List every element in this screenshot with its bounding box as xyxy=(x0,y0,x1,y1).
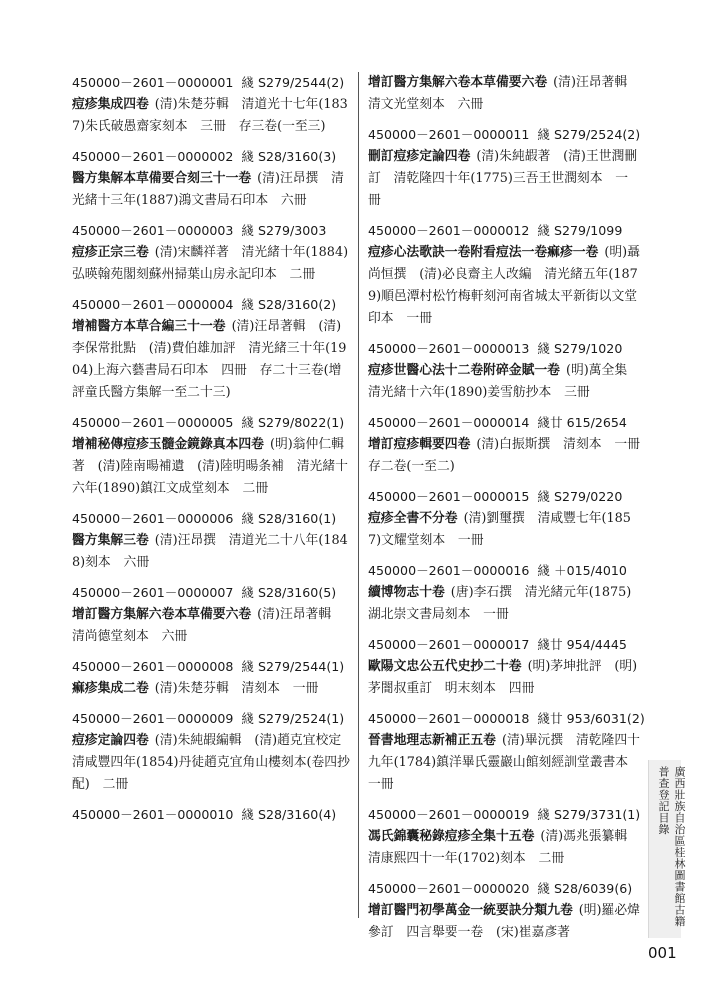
call-number: 綫 S279/2544(1) xyxy=(241,659,345,674)
catalog-record xyxy=(72,508,352,574)
record-title: 增訂醫方集解六卷本草備要六卷 xyxy=(72,607,252,622)
column-divider xyxy=(358,72,359,918)
call-number: 綫 S28/3160(1) xyxy=(241,511,337,526)
record-text: (清)劉璽撰 清咸豐七年(1857)文耀堂刻本 一冊 xyxy=(368,511,631,548)
record-title: 增訂醫方集解六卷本草備要六卷 xyxy=(368,75,548,90)
record-id-line xyxy=(72,412,352,434)
record-id: 450000－2601－0000013 xyxy=(368,341,530,356)
record-id-line xyxy=(368,708,645,730)
record-id: 450000－2601－0000015 xyxy=(368,489,530,504)
record-body xyxy=(368,900,640,944)
catalog-record xyxy=(72,412,352,500)
record-text: (清)朱純嘏編輯 (清)趙克宜校定 清咸豐四年(1854)丹徒趙克宜角山樓刻本(卷四抄配) 二冊 xyxy=(72,733,354,792)
record-text: (明)聶尚恒撰 (清)必良齋主人改編 清光緒五年(1879)順邑潭村松竹梅軒刻河南省城太平新街以文堂印本 一冊 xyxy=(368,245,640,326)
record-title: 痲疹集成二卷 xyxy=(72,681,149,696)
record-title: 歐陽文忠公五代史抄二十卷 xyxy=(368,659,522,674)
record-id: 450000－2601－0000008 xyxy=(72,659,234,674)
record-title: 增訂痘疹輯要四卷 xyxy=(368,437,471,452)
record-id-line xyxy=(368,486,640,508)
record-text: (唐)李石撰 清光緒元年(1875)湖北崇文書局刻本 一冊 xyxy=(368,585,632,622)
sidebar-tab xyxy=(648,760,686,938)
sidebar-title: 廣西壯族自治區桂林圖書館古籍普查登記目錄 xyxy=(657,766,686,927)
call-number: 綫 S279/3731(1) xyxy=(537,807,641,822)
record-body xyxy=(72,604,352,648)
record-body xyxy=(72,530,352,574)
record-title: 晉書地理志新補正五卷 xyxy=(368,733,496,748)
catalog-record xyxy=(72,582,352,648)
record-text: (清)汪昂著輯 清文光堂刻本 六冊 xyxy=(368,75,640,112)
record-title: 痘疹全書不分卷 xyxy=(368,511,458,526)
record-text: (明)茅坤批評 (明)茅闇叔重訂 明末刻本 四冊 xyxy=(368,659,638,696)
call-number: 綫 S28/6039(6) xyxy=(537,881,633,896)
record-body xyxy=(368,434,653,478)
record-title: 增補秘傳痘疹玉髓金鏡錄真本四卷 xyxy=(72,437,264,452)
record-text: (清)白振斯撰 清刻本 一冊 存二卷(一至二) xyxy=(368,437,653,474)
catalog-record xyxy=(368,708,645,796)
record-id-line xyxy=(368,804,640,826)
call-number: 綫廿 954/4445 xyxy=(537,637,627,652)
left-column xyxy=(72,72,352,834)
record-title: 增訂醫門初學萬金一統要訣分類九卷 xyxy=(368,903,573,918)
call-number: 綫廿 615/2654 xyxy=(537,415,627,430)
catalog-record xyxy=(368,338,640,404)
catalog-record xyxy=(368,486,640,552)
record-id-line xyxy=(72,708,352,730)
record-text: (明)羅必煒參訂 四言舉要一卷 (宋)崔嘉彥著 xyxy=(368,903,640,940)
record-body xyxy=(72,730,352,796)
record-id-line xyxy=(368,634,640,656)
catalog-record xyxy=(72,146,352,212)
catalog-record xyxy=(368,634,640,700)
record-id: 450000－2601－0000003 xyxy=(72,223,234,238)
record-text: (清)畢沅撰 清乾隆四十九年(1784)鎮洋畢氏靈巖山館刻經訓堂叢書本 一冊 xyxy=(368,733,641,792)
catalog-record xyxy=(72,220,352,286)
record-title: 增補醫方本草合編三十一卷 xyxy=(72,319,226,334)
record-id: 450000－2601－0000006 xyxy=(72,511,234,526)
record-body xyxy=(368,508,640,552)
record-title: 痘疹正宗三卷 xyxy=(72,245,149,260)
record-id: 450000－2601－0000009 xyxy=(72,711,234,726)
record-id-line xyxy=(368,412,640,434)
record-id-line xyxy=(368,124,640,146)
record-body xyxy=(72,678,352,700)
record-id-line xyxy=(72,220,352,242)
record-title: 痘疹定論四卷 xyxy=(72,733,149,748)
record-id-line xyxy=(368,220,640,242)
catalog-record xyxy=(368,124,640,212)
record-body xyxy=(72,434,352,500)
catalog-record xyxy=(72,804,352,826)
page-number: 001 xyxy=(648,944,677,962)
record-body xyxy=(368,656,640,700)
record-id-line xyxy=(368,338,640,360)
record-title: 醫方集解本草備要合刻三十一卷 xyxy=(72,171,252,186)
record-text: (清)馮兆張纂輯 清康熙四十一年(1702)刻本 二冊 xyxy=(368,829,640,866)
record-id: 450000－2601－0000002 xyxy=(72,149,234,164)
record-text: (清)朱楚芬輯 清道光十七年(1837)朱氏破愚齋家刻本 三冊 存三卷(一至三) xyxy=(72,97,348,134)
record-body xyxy=(368,826,640,870)
call-number: 綫廿 953/6031(2) xyxy=(537,711,645,726)
catalog-record xyxy=(72,294,352,404)
call-number: 綫 S279/3003 xyxy=(241,223,327,238)
record-id: 450000－2601－0000020 xyxy=(368,881,530,896)
record-id-line xyxy=(368,560,640,582)
call-number: 綫 S279/0220 xyxy=(537,489,623,504)
record-id-line xyxy=(368,878,640,900)
call-number: 綫 S279/1020 xyxy=(537,341,623,356)
call-number: 綫 S28/3160(3) xyxy=(241,149,337,164)
catalog-record xyxy=(72,72,352,138)
catalog-record xyxy=(368,804,640,870)
record-id-line xyxy=(72,72,352,94)
record-title: 痘疹世醫心法十二卷附碎金賦一卷 xyxy=(368,363,560,378)
record-text: (清)汪昂著輯 清尚德堂刻本 六冊 xyxy=(72,607,344,644)
call-number: 綫 S28/3160(5) xyxy=(241,585,337,600)
catalog-record xyxy=(72,708,352,796)
record-text: (明)翁仲仁輯著 (清)陸南暘補遺 (清)陸明暘条補 清光緒十六年(1890)鎮江文成堂刻本 二冊 xyxy=(72,437,348,496)
record-id: 450000－2601－0000001 xyxy=(72,75,234,90)
record-text: (清)宋麟祥著 清光緒十年(1884)弘暎翰苑閣刻蘇州掃葉山房永記印本 二冊 xyxy=(72,245,349,282)
record-body xyxy=(368,730,640,796)
record-id: 450000－2601－0000019 xyxy=(368,807,530,822)
record-title: 馮氏錦囊秘錄痘疹全集十五卷 xyxy=(368,829,535,844)
record-body xyxy=(368,582,640,626)
catalog-record xyxy=(72,656,352,700)
record-text: (清)汪昂著輯 (清)李保常批點 (清)費伯雄加評 清光緒三十年(1904)上海六藝書局石印本 四冊 存二十三卷(增評童氏醫方集解一至二十三) xyxy=(72,319,347,400)
record-id: 450000－2601－0000017 xyxy=(368,637,530,652)
record-id: 450000－2601－0000005 xyxy=(72,415,234,430)
record-title: 續博物志十卷 xyxy=(368,585,445,600)
call-number: 綫 S279/8022(1) xyxy=(241,415,345,430)
record-id-line xyxy=(72,508,352,530)
record-body xyxy=(368,242,640,330)
record-text: (清)汪昂撰 清光緒十三年(1887)鴻文書局石印本 六冊 xyxy=(72,171,344,208)
call-number: 綫 S279/2544(2) xyxy=(241,75,345,90)
record-id: 450000－2601－0000011 xyxy=(368,127,530,142)
catalog-record xyxy=(368,560,640,626)
call-number: 綫 S279/2524(2) xyxy=(537,127,641,142)
catalog-record xyxy=(368,412,653,478)
catalog-record xyxy=(368,220,640,330)
record-text: (清)汪昂撰 清道光二十八年(1848)刻本 六冊 xyxy=(72,533,348,570)
record-id: 450000－2601－0000018 xyxy=(368,711,530,726)
record-id-line xyxy=(72,294,352,316)
record-id: 450000－2601－0000010 xyxy=(72,807,234,822)
record-text: (明)萬全集 清光緒十六年(1890)姜雪舫抄本 三冊 xyxy=(368,363,640,400)
record-id-line xyxy=(72,656,352,678)
record-id-line xyxy=(72,146,352,168)
record-title: 痘疹心法歌訣一卷附看痘法一卷痲疹一卷 xyxy=(368,245,599,260)
record-body xyxy=(72,168,352,212)
record-id-line xyxy=(72,582,352,604)
record-title: 刪訂痘疹定論四卷 xyxy=(368,149,471,164)
record-title: 痘疹集成四卷 xyxy=(72,97,149,112)
catalog-record xyxy=(368,878,640,944)
record-id: 450000－2601－0000012 xyxy=(368,223,530,238)
record-id-line xyxy=(72,804,352,826)
record-body xyxy=(72,316,352,404)
call-number: 綫 S279/1099 xyxy=(537,223,623,238)
call-number: 綫 S279/2524(1) xyxy=(241,711,345,726)
call-number: 綫 ＋015/4010 xyxy=(537,563,627,578)
call-number: 綫 S28/3160(2) xyxy=(241,297,337,312)
record-id: 450000－2601－0000007 xyxy=(72,585,234,600)
call-number: 綫 S28/3160(4) xyxy=(241,807,337,822)
right-column xyxy=(368,72,653,952)
record-body xyxy=(72,242,352,286)
record-id: 450000－2601－0000004 xyxy=(72,297,234,312)
record-id: 450000－2601－0000016 xyxy=(368,563,530,578)
record-text: (清)朱楚芬輯 清刻本 一冊 xyxy=(154,681,319,696)
continued-record xyxy=(368,72,640,116)
record-body xyxy=(72,94,352,138)
record-title: 醫方集解三卷 xyxy=(72,533,149,548)
record-body xyxy=(368,146,640,212)
record-text: (清)朱純嘏著 (清)王世潤刪訂 清乾隆四十年(1775)三吾王世潤刻本 一冊 xyxy=(368,149,638,208)
record-id: 450000－2601－0000014 xyxy=(368,415,530,430)
record-body xyxy=(368,360,640,404)
